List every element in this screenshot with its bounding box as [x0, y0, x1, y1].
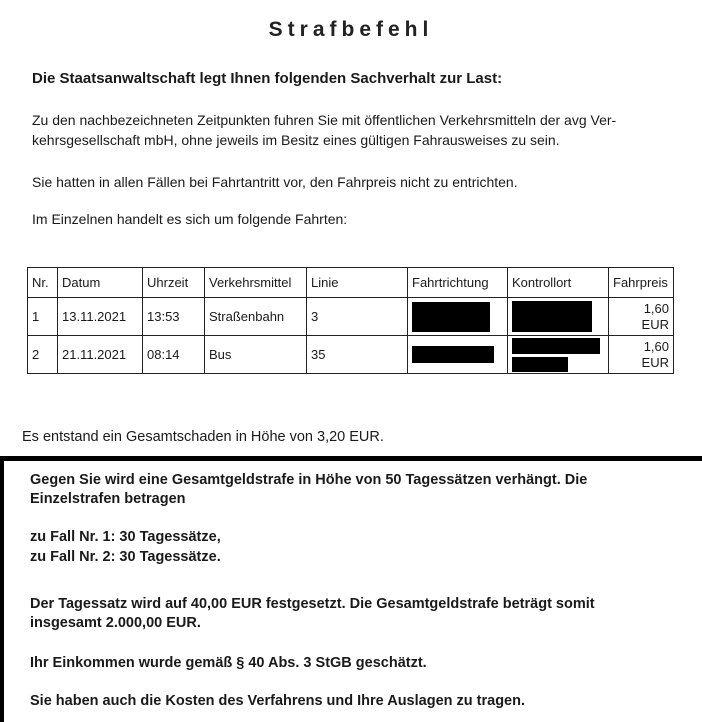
- penalty-total-line-1: Gegen Sie wird eine Gesamtgeldstrafe in Höhe von 50 Tagessätzen verhängt. Die: [30, 472, 588, 488]
- col-verkehrsmittel: Verkehrsmittel: [205, 268, 307, 298]
- col-fahrtrichtung: Fahrtrichtung: [408, 268, 508, 298]
- details-intro: Im Einzelnen handelt es sich um folgende Fahrten:: [32, 211, 348, 227]
- total-damage: Es entstand ein Gesamtschaden in Höhe von 3,20 EUR.: [22, 429, 384, 445]
- cell-fahrtrichtung: [408, 298, 508, 336]
- penalty-total-line-2: Einzelstrafen betragen: [30, 491, 186, 507]
- cell-fahrtrichtung: [408, 336, 508, 374]
- redaction-block: [412, 346, 494, 363]
- costs-statement: Sie haben auch die Kosten des Verfahrens und Ihre Auslagen zu tragen.: [30, 693, 525, 709]
- col-uhrzeit: Uhrzeit: [143, 268, 205, 298]
- fahrpreis-currency: EUR: [641, 354, 669, 370]
- cell-linie: 3: [307, 298, 408, 336]
- cell-nr: 2: [28, 336, 58, 374]
- cell-verkehrsmittel: Bus: [205, 336, 307, 374]
- col-nr: Nr.: [28, 268, 58, 298]
- col-linie: Linie: [307, 268, 408, 298]
- col-datum: Datum: [58, 268, 143, 298]
- cell-uhrzeit: 08:14: [143, 336, 205, 374]
- fahrpreis-value: 1,60: [643, 338, 669, 354]
- cell-kontrollort: [508, 298, 609, 336]
- redaction-block: [512, 301, 592, 332]
- intent-paragraph: Sie hatten in allen Fällen bei Fahrtantritt vor, den Fahrpreis nicht zu entrichten.: [32, 174, 518, 190]
- penalty-case-2: zu Fall Nr. 2: 30 Tagessätze.: [30, 549, 221, 565]
- cell-fahrpreis: [609, 298, 674, 336]
- intro-line-2: kehrsgesellschaft mbH, ohne jeweils im Besitz eines gültigen Fahrausweises zu sein.: [32, 132, 560, 148]
- cell-uhrzeit: 13:53: [143, 298, 205, 336]
- col-fahrpreis: Fahrpreis: [609, 268, 674, 298]
- penalty-total: [30, 471, 670, 509]
- penalty-case-1: zu Fall Nr. 1: 30 Tagessätze,: [30, 529, 221, 545]
- table-row: [28, 298, 674, 336]
- trips-table: [27, 267, 674, 374]
- fahrpreis-value: 1,60: [643, 300, 669, 316]
- daily-rate-line-2: insgesamt 2.000,00 EUR.: [30, 615, 201, 631]
- cell-datum: 13.11.2021: [58, 298, 143, 336]
- cell-verkehrsmittel: Straßenbahn: [205, 298, 307, 336]
- cell-nr: 1: [28, 298, 58, 336]
- cell-datum: 21.11.2021: [58, 336, 143, 374]
- table-header-row: [28, 268, 674, 298]
- col-kontrollort: Kontrollort: [508, 268, 609, 298]
- daily-rate: [30, 595, 670, 633]
- page-title: Strafbefehl: [268, 18, 434, 41]
- income-estimate: Ihr Einkommen wurde gemäß § 40 Abs. 3 StGB geschätzt.: [30, 655, 427, 671]
- intro-line-1: Zu den nachbezeichneten Zeitpunkten fuhren Sie mit öffentlichen Verkehrsmitteln der avg Ver-: [32, 112, 617, 128]
- cell-fahrpreis: [609, 336, 674, 374]
- redaction-block: [512, 338, 600, 354]
- fahrpreis-currency: EUR: [641, 316, 669, 332]
- charge-heading: Die Staatsanwaltschaft legt Ihnen folgenden Sachverhalt zur Last:: [32, 70, 503, 87]
- intro-paragraph: [32, 110, 672, 150]
- redaction-block: [412, 302, 490, 332]
- cell-linie: 35: [307, 336, 408, 374]
- daily-rate-line-1: Der Tagessatz wird auf 40,00 EUR festgesetzt. Die Gesamtgeldstrafe beträgt somit: [30, 596, 595, 612]
- cell-kontrollort: [508, 336, 609, 374]
- redaction-block: [512, 357, 568, 372]
- table-row: [28, 336, 674, 374]
